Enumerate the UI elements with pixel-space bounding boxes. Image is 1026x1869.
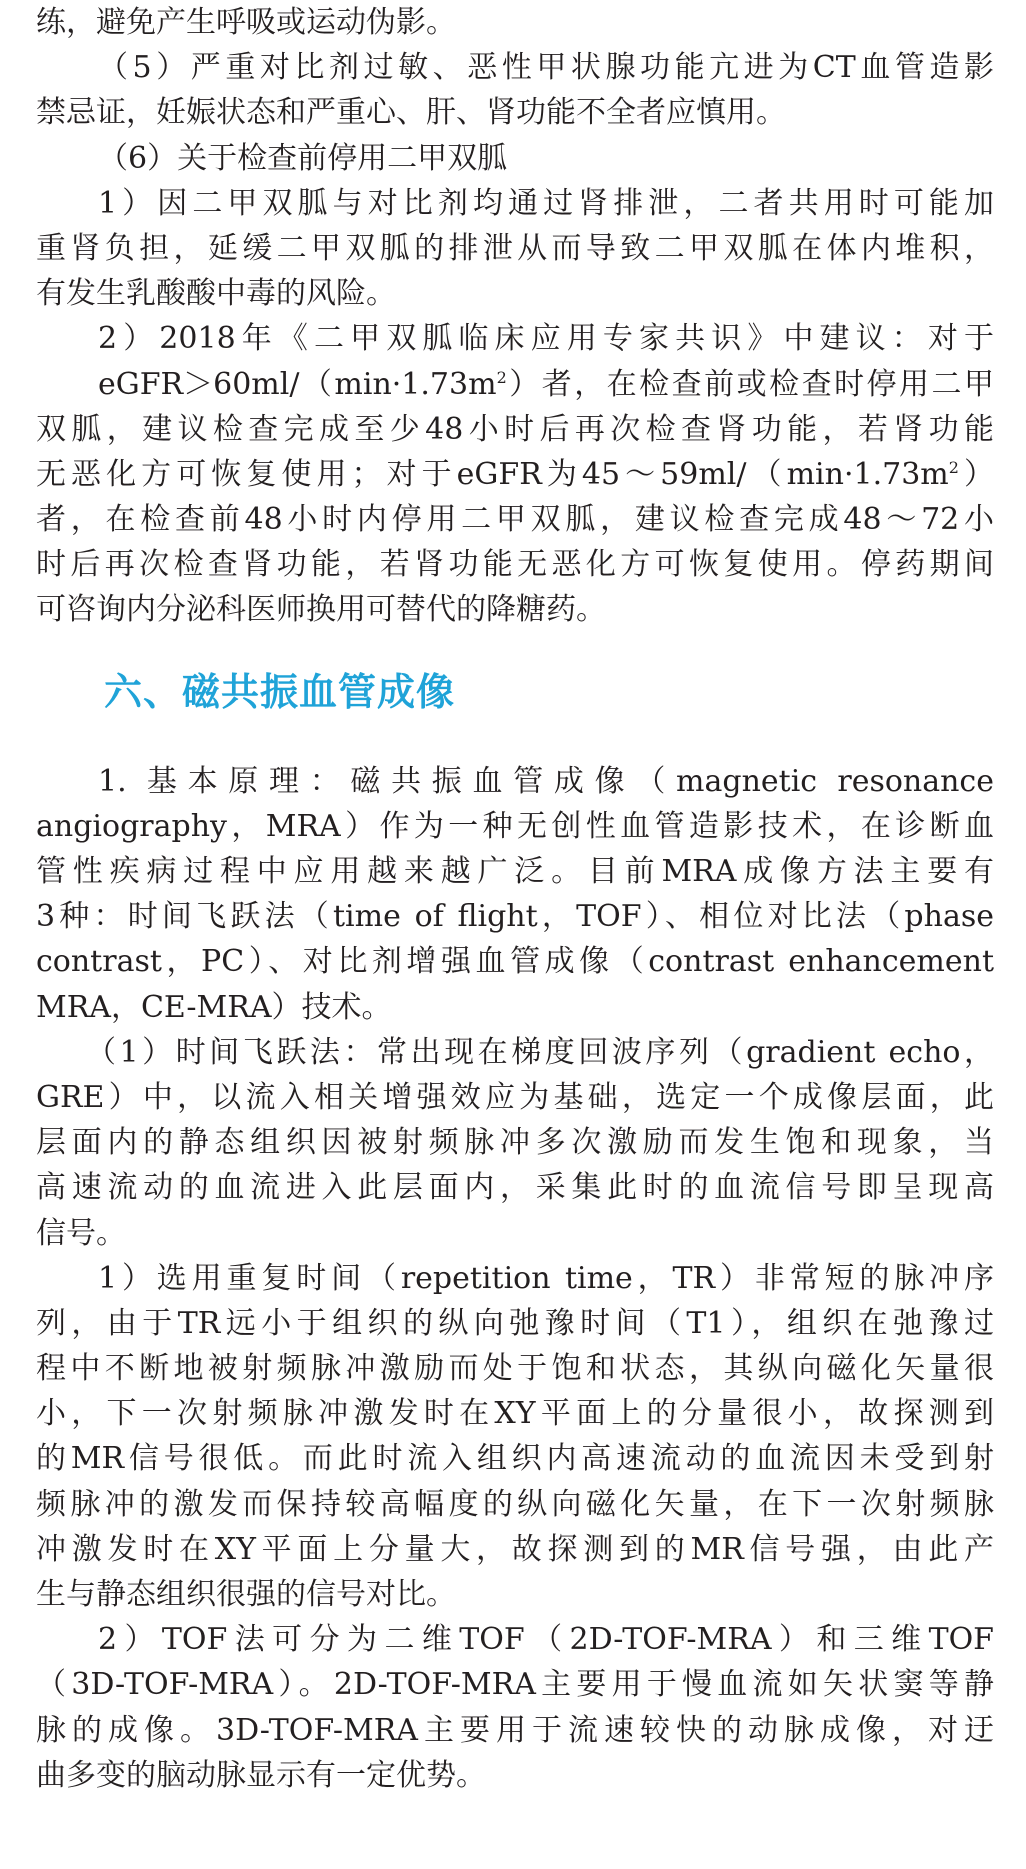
text-line: 冲激发时在XY平面上分量大，故探测到的MR信号强，由此产 — [36, 1531, 994, 1567]
text-line-egfr-2 — [36, 452, 994, 497]
text-line: angiography，MRA）作为一种无创性血管造影技术，在诊断血 — [36, 808, 994, 844]
text-line: GRE）中，以流入相关增强效应为基础，选定一个成像层面，此 — [36, 1079, 994, 1115]
text-line: （1）时间飞跃法：常出现在梯度回波序列（gradient echo， — [86, 1034, 994, 1070]
text-line: 重肾负担，延缓二甲双胍的排泄从而导致二甲双胍在体内堆积， — [36, 230, 994, 266]
text-block-mid — [36, 407, 994, 452]
text-line: 3种：时间飞跃法（time of flight，TOF）、相位对比法（phase — [36, 899, 994, 935]
text-line: 管性疾病过程中应用越来越广泛。目前MRA成像方法主要有 — [36, 854, 994, 889]
text-line: 1）因二甲双胍与对比剂均通过肾排泄，二者共用时可能加 — [98, 185, 994, 221]
text-line: 层面内的静态组织因被射频脉冲多次激励而发生饱和现象，当 — [36, 1125, 994, 1161]
text-line: （3D-TOF-MRA）。2D-TOF-MRA主要用于慢血流如矢状窦等静 — [36, 1667, 994, 1703]
text-fragment: 无恶化方可恢复使用；对于eGFR为45～59ml/（min·1.73m — [36, 456, 949, 492]
text-fragment: eGFR＞60ml/（min·1.73m — [98, 366, 497, 402]
text-line: 者，在检查前48小时内停用二甲双胍，建议检查完成48～72小 — [36, 502, 994, 538]
text-line: 列，由于TR远小于组织的纵向弛豫时间（T1），组织在弛豫过 — [36, 1305, 994, 1341]
text-line: 频脉冲的激发而保持较高幅度的纵向磁化矢量，在下一次射频脉 — [36, 1486, 994, 1522]
text-block-after — [36, 497, 994, 633]
section-heading: 六、磁共振血管成像 — [104, 668, 456, 714]
text-line: contrast，PC）、对比剂增强血管成像（contrast enhancement — [36, 944, 994, 980]
document-page — [36, 0, 994, 1798]
text-line: 练，避免产生呼吸或运动伪影。 — [36, 5, 456, 40]
text-line: 时后再次检查肾功能，若肾功能无恶化方可恢复使用。停药期间 — [36, 547, 994, 583]
text-line: 2）2018年《二甲双胍临床应用专家共识》中建议：对于 — [98, 321, 994, 357]
text-line: 2）TOF法可分为二维TOF（2D-TOF-MRA）和三维TOF — [98, 1622, 994, 1658]
text-line: 1）选用重复时间（repetition time，TR）非常短的脉冲序 — [98, 1260, 994, 1296]
text-fragment: ）者，在检查前或检查时停用二甲 — [506, 366, 994, 402]
text-line: 信号。 — [36, 1215, 126, 1251]
text-line: 禁忌证，妊娠状态和严重心、肝、肾功能不全者应慎用。 — [36, 95, 786, 131]
text-line: MRA，CE-MRA）技术。 — [36, 989, 392, 1025]
superscript: 2 — [948, 457, 959, 477]
text-line-egfr-1 — [36, 362, 994, 407]
text-fragment: ） — [958, 456, 994, 492]
text-line: 1. 基本原理：磁共振血管成像（magnetic resonance — [98, 763, 994, 799]
text-line: 脉的成像。3D-TOF-MRA主要用于流速较快的动脉成像，对迂 — [36, 1712, 994, 1748]
text-line: 双胍，建议检查完成至少48小时后再次检查肾功能，若肾功能 — [36, 411, 994, 447]
text-line: 程中不断地被射频脉冲激励而处于饱和状态，其纵向磁化矢量很 — [36, 1351, 994, 1387]
text-line: 有发生乳酸酸中毒的风险。 — [36, 276, 396, 312]
text-line: 曲多变的脑动脉显示有一定优势。 — [36, 1757, 486, 1793]
text-line: 生与静态组织很强的信号对比。 — [36, 1577, 456, 1612]
text-line: 小，下一次射频脉冲激发时在XY平面上的分量很小，故探测到 — [36, 1396, 994, 1432]
text-block-bottom — [36, 759, 994, 1798]
superscript: 2 — [496, 367, 507, 387]
text-line: 可咨询内分泌科医师换用可替代的降糖药。 — [36, 592, 606, 628]
text-block-top — [36, 0, 994, 362]
text-line: 高速流动的血流进入此层面内，采集此时的血流信号即呈现高 — [36, 1170, 994, 1206]
text-line: （5）严重对比剂过敏、恶性甲状腺功能亢进为CT血管造影 — [98, 50, 994, 86]
text-line: 的MR信号很低。而此时流入组织内高速流动的血流因未受到射 — [36, 1441, 994, 1477]
text-line: （6）关于检查前停用二甲双胍 — [98, 140, 508, 176]
